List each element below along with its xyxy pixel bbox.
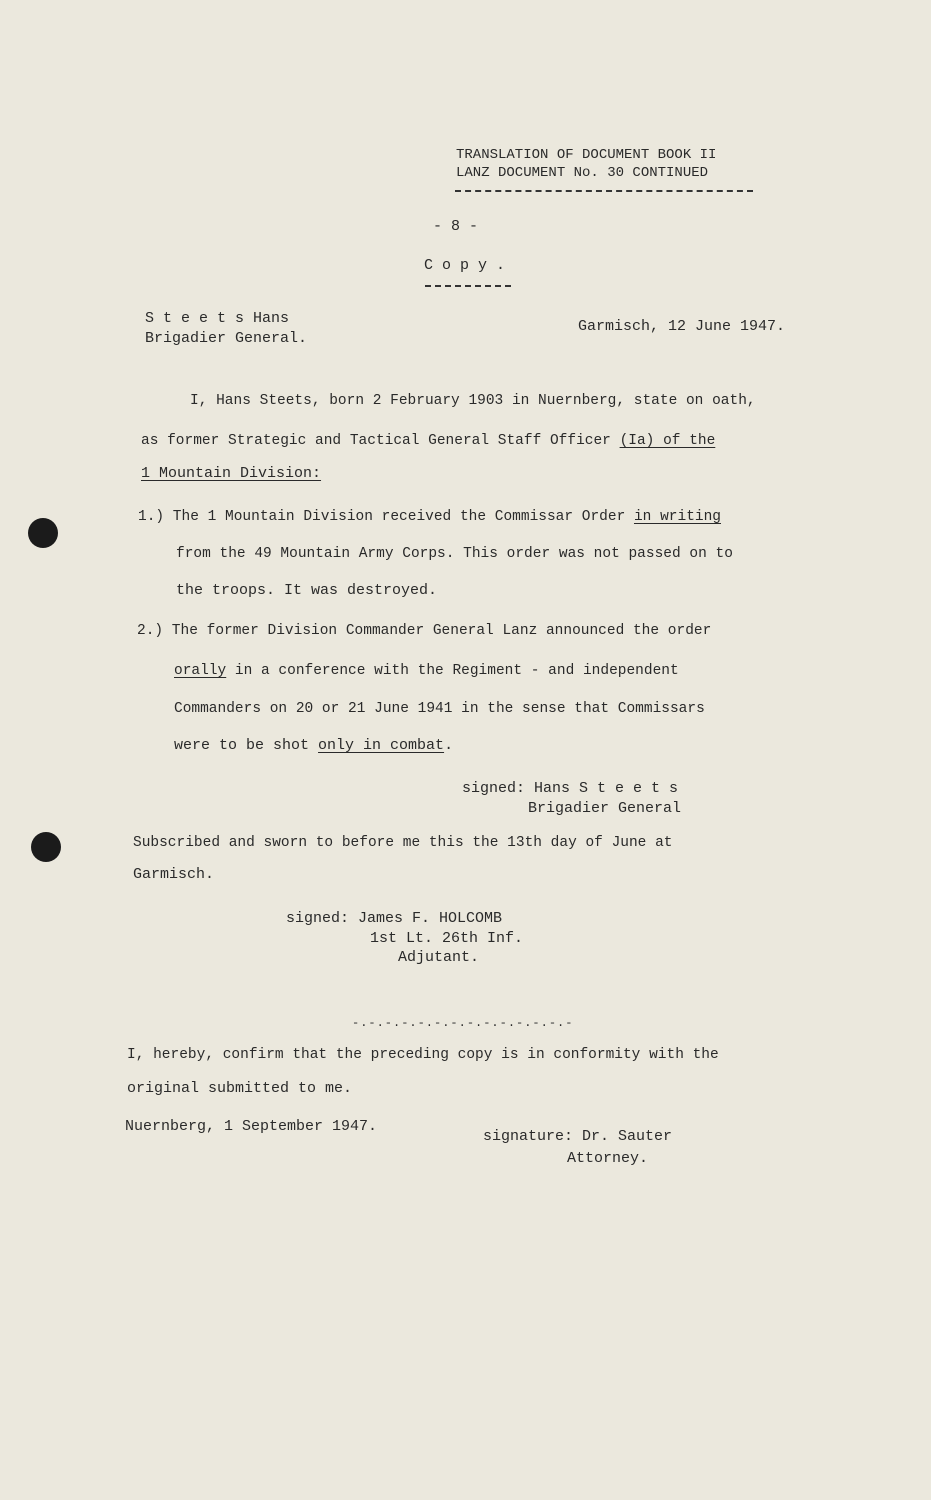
item2-line-2: [174, 662, 679, 680]
copy-underline: [425, 285, 511, 287]
intro-line-2-text: as former Strategic and Tactical General Staff Officer: [141, 433, 620, 449]
header-line-1: TRANSLATION OF DOCUMENT BOOK II: [456, 147, 717, 163]
signature1-line-2: Brigadier General: [528, 800, 682, 817]
signature2-line-3: Adjutant.: [398, 949, 480, 966]
sworn-line-2: Garmisch.: [133, 866, 215, 883]
place-date: Garmisch, 12 June 1947.: [578, 318, 786, 335]
confirm-line-1: I, hereby, confirm that the preceding copy is in conformity with the: [127, 1047, 719, 1063]
affiant-rank: Brigadier General.: [145, 330, 308, 347]
item2-line-2-text: in a conference with the Regiment - and independent: [226, 663, 679, 679]
copy-label: C o p y .: [424, 257, 506, 274]
item2-orally: orally: [174, 663, 227, 679]
header-line-2: LANZ DOCUMENT No. 30 CONTINUED: [456, 165, 709, 181]
confirm-line-2: original submitted to me.: [127, 1080, 353, 1097]
item2-line-1: 2.) The former Division Commander General Lanz announced the order: [137, 623, 712, 639]
item2-line-4: [174, 737, 453, 755]
item1-line-2: from the 49 Mountain Army Corps. This order was not passed on to: [176, 546, 733, 562]
punch-hole-bottom: [31, 832, 61, 862]
item1-underlined: in writing: [633, 509, 721, 525]
sworn-line-1: Subscribed and sworn to before me this the 13th day of June at: [133, 835, 673, 851]
signature2-line-1: signed: James F. HOLCOMB: [286, 910, 503, 927]
item2-line-4-end: .: [444, 737, 454, 754]
item1-line-1: [138, 508, 721, 526]
item2-line-4-text: were to be shot: [174, 737, 319, 754]
signature2-line-2: 1st Lt. 26th Inf.: [370, 930, 524, 947]
footer-title: Attorney.: [567, 1150, 649, 1167]
item2-line-3: Commanders on 20 or 21 June 1941 in the sense that Commissars: [174, 701, 705, 717]
footer-signature: signature: Dr. Sauter: [483, 1128, 673, 1145]
signature1-line-1: signed: Hans S t e e t s: [462, 780, 679, 797]
intro-line-2-underlined: (Ia) of the: [619, 433, 716, 449]
affiant-name: S t e e t s Hans: [145, 310, 290, 327]
item1-line-3: the troops. It was destroyed.: [176, 582, 438, 599]
intro-line-3: 1 Mountain Division:: [141, 465, 322, 482]
item1-text: 1.) The 1 Mountain Division received the Commissar Order: [138, 509, 634, 525]
page-number: - 8 -: [433, 218, 479, 235]
separator: -.-.-.-.-.-.-.-.-.-.-.-.-.-: [352, 1016, 574, 1030]
punch-hole-top: [28, 518, 58, 548]
footer-place-date: Nuernberg, 1 September 1947.: [125, 1118, 378, 1135]
header-divider: [455, 190, 753, 192]
item2-underlined: only in combat: [318, 737, 445, 754]
intro-line-1: I, Hans Steets, born 2 February 1903 in Nuernberg, state on oath,: [190, 393, 756, 409]
intro-line-2: [141, 432, 715, 450]
